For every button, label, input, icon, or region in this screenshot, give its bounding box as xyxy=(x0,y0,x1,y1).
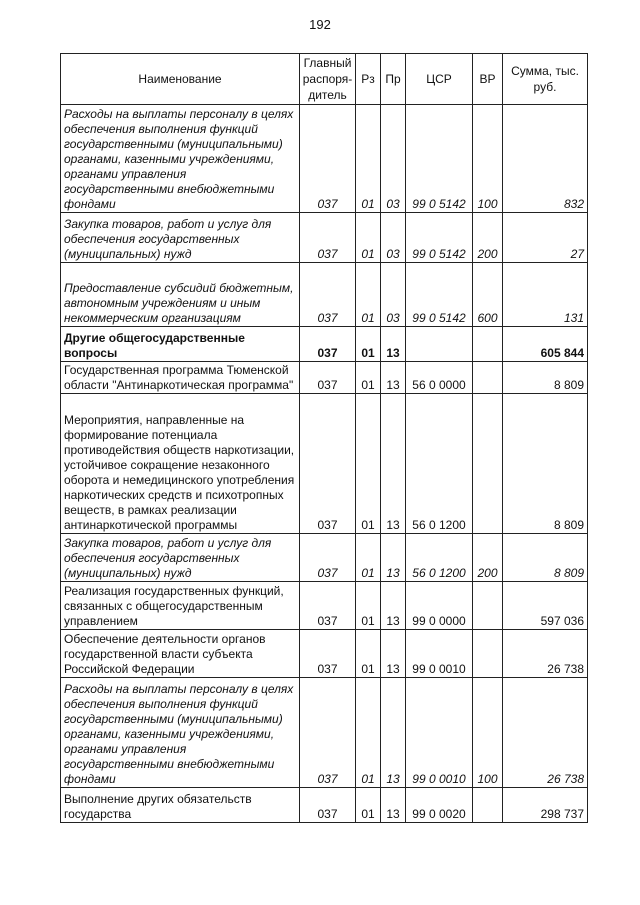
row-grbs: 037 xyxy=(300,788,356,823)
row-pr: 13 xyxy=(381,582,406,630)
row-csr: 56 0 0000 xyxy=(406,362,473,394)
row-vr: 100 xyxy=(473,678,503,788)
row-grbs: 037 xyxy=(300,678,356,788)
row-csr: 56 0 1200 xyxy=(406,534,473,582)
row-rz: 01 xyxy=(356,263,381,327)
header-sum: Сумма, тыс. руб. xyxy=(503,54,588,105)
table-row xyxy=(61,678,588,788)
row-name: Расходы на выплаты персоналу в целях обеспечения выполнения функций государственными (муниципальными) органами, казенными учреждениями, органами управления государственными внебюджетными фондами xyxy=(61,678,300,788)
row-vr xyxy=(473,394,503,534)
table-row xyxy=(61,327,588,362)
row-rz: 01 xyxy=(356,394,381,534)
row-grbs: 037 xyxy=(300,534,356,582)
row-grbs: 037 xyxy=(300,105,356,213)
row-sum: 131 xyxy=(503,263,588,327)
table-row xyxy=(61,582,588,630)
row-pr: 13 xyxy=(381,788,406,823)
row-rz: 01 xyxy=(356,788,381,823)
row-grbs: 037 xyxy=(300,630,356,678)
row-grbs: 037 xyxy=(300,327,356,362)
row-csr: 99 0 5142 xyxy=(406,263,473,327)
row-name: Реализация государственных функций, связанных с общегосударственным управлением xyxy=(61,582,300,630)
row-grbs: 037 xyxy=(300,582,356,630)
row-name: Предоставление субсидий бюджетным, автономным учреждениям и иным некоммерческим организациям xyxy=(61,263,300,327)
row-vr: 200 xyxy=(473,213,503,263)
row-pr: 03 xyxy=(381,263,406,327)
table-row xyxy=(61,394,588,534)
header-csr: ЦСР xyxy=(406,54,473,105)
row-rz: 01 xyxy=(356,678,381,788)
row-sum: 605 844 xyxy=(503,327,588,362)
row-grbs: 037 xyxy=(300,362,356,394)
header-vr: ВР xyxy=(473,54,503,105)
table-row xyxy=(61,105,588,213)
table-row xyxy=(61,213,588,263)
row-vr xyxy=(473,630,503,678)
row-name: Расходы на выплаты персоналу в целях обеспечения выполнения функций государственными (муниципальными) органами, казенными учреждениями, органами управления государственными внебюджетными фондами xyxy=(61,105,300,213)
budget-table xyxy=(60,53,588,823)
row-grbs: 037 xyxy=(300,394,356,534)
table-header-row xyxy=(61,54,588,105)
header-pr: Пр xyxy=(381,54,406,105)
row-rz: 01 xyxy=(356,362,381,394)
table-row xyxy=(61,362,588,394)
row-pr: 03 xyxy=(381,105,406,213)
row-rz: 01 xyxy=(356,534,381,582)
row-sum: 26 738 xyxy=(503,630,588,678)
header-grbs: Главный распоря-дитель xyxy=(300,54,356,105)
row-csr: 99 0 5142 xyxy=(406,213,473,263)
row-rz: 01 xyxy=(356,105,381,213)
row-rz: 01 xyxy=(356,327,381,362)
row-vr xyxy=(473,362,503,394)
row-csr: 99 0 5142 xyxy=(406,105,473,213)
page-number: 192 xyxy=(309,17,331,32)
row-sum: 8 809 xyxy=(503,394,588,534)
row-vr: 200 xyxy=(473,534,503,582)
table-row xyxy=(61,263,588,327)
row-sum: 27 xyxy=(503,213,588,263)
row-pr: 13 xyxy=(381,630,406,678)
row-vr: 100 xyxy=(473,105,503,213)
row-name: Закупка товаров, работ и услуг для обеспечения государственных (муниципальных) нужд xyxy=(61,534,300,582)
row-sum: 832 xyxy=(503,105,588,213)
row-name: Мероприятия, направленные на формирование потенциала противодействия обществ наркотизации, устойчивое сокращение незаконного оборота и немедицинского употребления наркотических средств и психотропных веществ, в рамках реализации антинаркотической программы xyxy=(61,394,300,534)
row-rz: 01 xyxy=(356,582,381,630)
row-vr xyxy=(473,327,503,362)
header-rz: Рз xyxy=(356,54,381,105)
row-pr: 13 xyxy=(381,362,406,394)
row-sum: 597 036 xyxy=(503,582,588,630)
row-rz: 01 xyxy=(356,630,381,678)
table-row xyxy=(61,630,588,678)
row-sum: 298 737 xyxy=(503,788,588,823)
row-csr xyxy=(406,327,473,362)
row-pr: 13 xyxy=(381,678,406,788)
row-name: Обеспечение деятельности органов государственной власти субъекта Российской Федерации xyxy=(61,630,300,678)
row-name: Закупка товаров, работ и услуг для обеспечения государственных (муниципальных) нужд xyxy=(61,213,300,263)
row-sum: 8 809 xyxy=(503,534,588,582)
row-csr: 99 0 0010 xyxy=(406,630,473,678)
row-csr: 56 0 1200 xyxy=(406,394,473,534)
row-pr: 03 xyxy=(381,213,406,263)
row-csr: 99 0 0020 xyxy=(406,788,473,823)
table-row xyxy=(61,788,588,823)
row-pr: 13 xyxy=(381,534,406,582)
row-sum: 26 738 xyxy=(503,678,588,788)
row-vr xyxy=(473,582,503,630)
row-vr: 600 xyxy=(473,263,503,327)
row-csr: 99 0 0000 xyxy=(406,582,473,630)
row-name: Государственная программа Тюменской области "Антинаркотическая программа" xyxy=(61,362,300,394)
row-name: Выполнение других обязательств государства xyxy=(61,788,300,823)
row-sum: 8 809 xyxy=(503,362,588,394)
row-pr: 13 xyxy=(381,394,406,534)
row-rz: 01 xyxy=(356,213,381,263)
row-csr: 99 0 0010 xyxy=(406,678,473,788)
row-vr xyxy=(473,788,503,823)
row-name: Другие общегосударственные вопросы xyxy=(61,327,300,362)
row-pr: 13 xyxy=(381,327,406,362)
header-name: Наименование xyxy=(61,54,300,105)
row-grbs: 037 xyxy=(300,263,356,327)
row-grbs: 037 xyxy=(300,213,356,263)
table-row xyxy=(61,534,588,582)
